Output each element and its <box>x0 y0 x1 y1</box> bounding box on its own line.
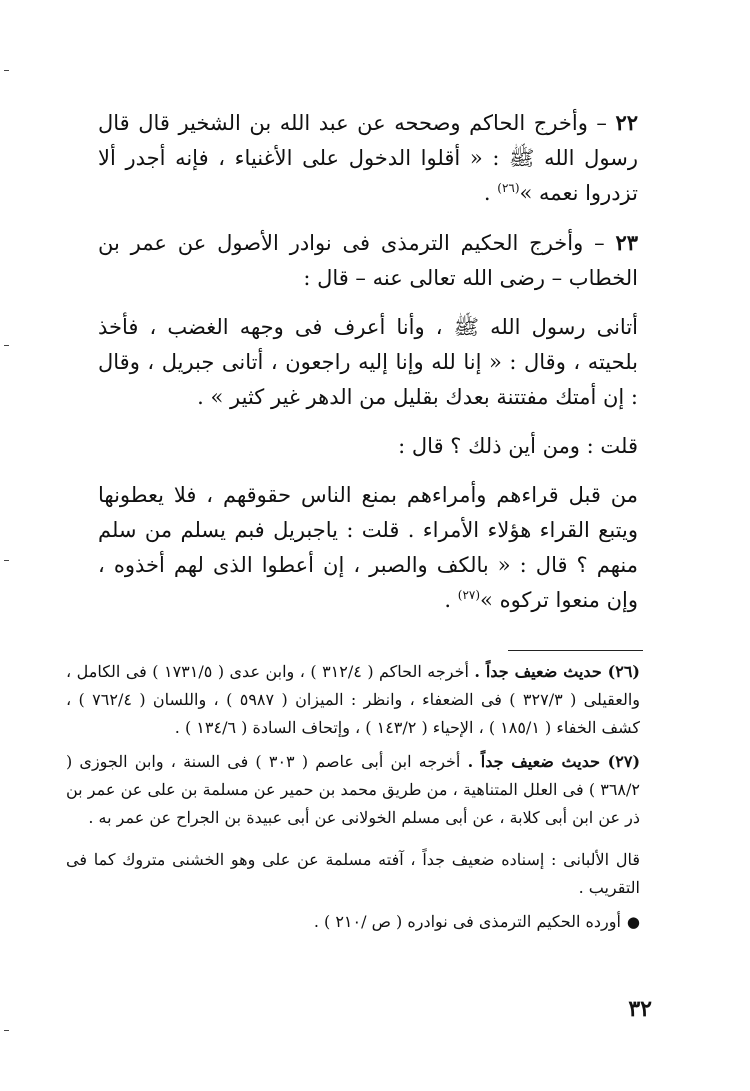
hadith-23-paragraph-1: أتانى رسول الله ﷺ ، وأنا أعرف فى وجهه الغضب ، فأخذ بلحيته ، وقال : « إنا لله وإنا إليه راجعون ، أتانى جبريل ، وقال : إن أمتك مفتتنة بعدك بقليل من الدهر غير كثير » . <box>98 315 638 409</box>
hadith-text: – وأخرج الحاكم وصححه عن عبد الله بن الشخير قال قال رسول الله ﷺ : « أقلوا الدخول على الأغنياء ، فإنه أجدر ألا تزدروا نعمه » <box>98 111 638 205</box>
hadith-23-paragraph-3 <box>98 478 638 618</box>
hadith-text: من قبل قراءهم وأمراءهم بمنع الناس حقوقهم ، فلا يعطونها ويتبع القراء هؤلاء الأمراء . قلت : ياجبريل فبم يسلم من سلم منهم ؟ قال : « بالكف والصبر ، إن أعطوا الذى لهم أخذوه ، وإن منعوا تركوه » <box>98 483 638 612</box>
sentence-end: . <box>483 181 498 205</box>
footnote-number: (٢٦) <box>607 662 640 681</box>
footnote-27 <box>66 748 640 832</box>
albani-note: قال الألبانى : إسناده ضعيف جداً ، آفته مسلمة عن على وهو الخشنى متروك كما فى التقريب . <box>66 850 640 897</box>
footnote-ref[interactable]: (٢٧) <box>457 588 481 602</box>
margin-mark <box>4 1030 9 1031</box>
margin-mark <box>4 560 9 561</box>
hadith-number: ٢٣ <box>615 230 638 255</box>
footnote-number: (٢٧) <box>607 752 641 771</box>
hadith-23-intro <box>98 225 638 296</box>
hadith-number: ٢٢ <box>615 110 638 135</box>
footnote-text: أخرجه ابن أبى عاصم ( ٣٠٣ ) فى السنة ، وابن الجوزى ( ٣٦٨/٢ ) فى العلل المتناهية ، من طريق محمد بن حمير عن مسلمة بن على عن عمر بن ذر عن ابن أبى كلابة ، عن أبى مسلم الخولانى عن أبى عبيدة بن الجراح عن عمر به . <box>66 752 640 827</box>
footnote-grade: حديث ضعيف جداً . <box>474 662 608 681</box>
bullet-text: أورده الحكيم الترمذى فى نوادره ( ص /٢١٠ ) . <box>313 912 621 931</box>
footnote-text: أخرجه الحاكم ( ٣١٢/٤ ) ، وابن عدى ( ١٧٣١/٥ ) فى الكامل ، والعقيلى ( ٣٢٧/٣ ) فى الضعفاء ، وانظر : الميزان ( ٥٩٨٧ ) ، واللسان ( ٧٦٢/٤ ) ، كشف الخفاء ( ١٨٥/١ ) ، الإحياء ( ١٤٣/٢ ) ، وإتحاف السادة ( ١٣٤/٦ ) . <box>66 662 641 737</box>
footnotes <box>66 658 640 942</box>
page-number: ٣٢ <box>628 996 652 1022</box>
footnote-grade: حديث ضعيف جداً . <box>467 752 608 771</box>
footnote-26 <box>66 658 640 742</box>
main-text <box>98 105 638 632</box>
margin-mark <box>4 345 9 346</box>
hadith-text: – وأخرج الحكيم الترمذى فى نوادر الأصول عن عمر بن الخطاب – رضى الله تعالى عنه – قال : <box>98 231 638 290</box>
margin-mark <box>4 70 9 71</box>
hadith-23-paragraph-2: قلت : ومن أين ذلك ؟ قال : <box>398 434 638 458</box>
footnote-ref[interactable]: (٢٦) <box>497 181 520 195</box>
sentence-end: . <box>444 588 458 612</box>
bullet-note <box>66 908 640 936</box>
hadith-22 <box>98 105 638 211</box>
bullet-icon: ● <box>626 913 640 931</box>
footnote-separator <box>508 650 643 651</box>
